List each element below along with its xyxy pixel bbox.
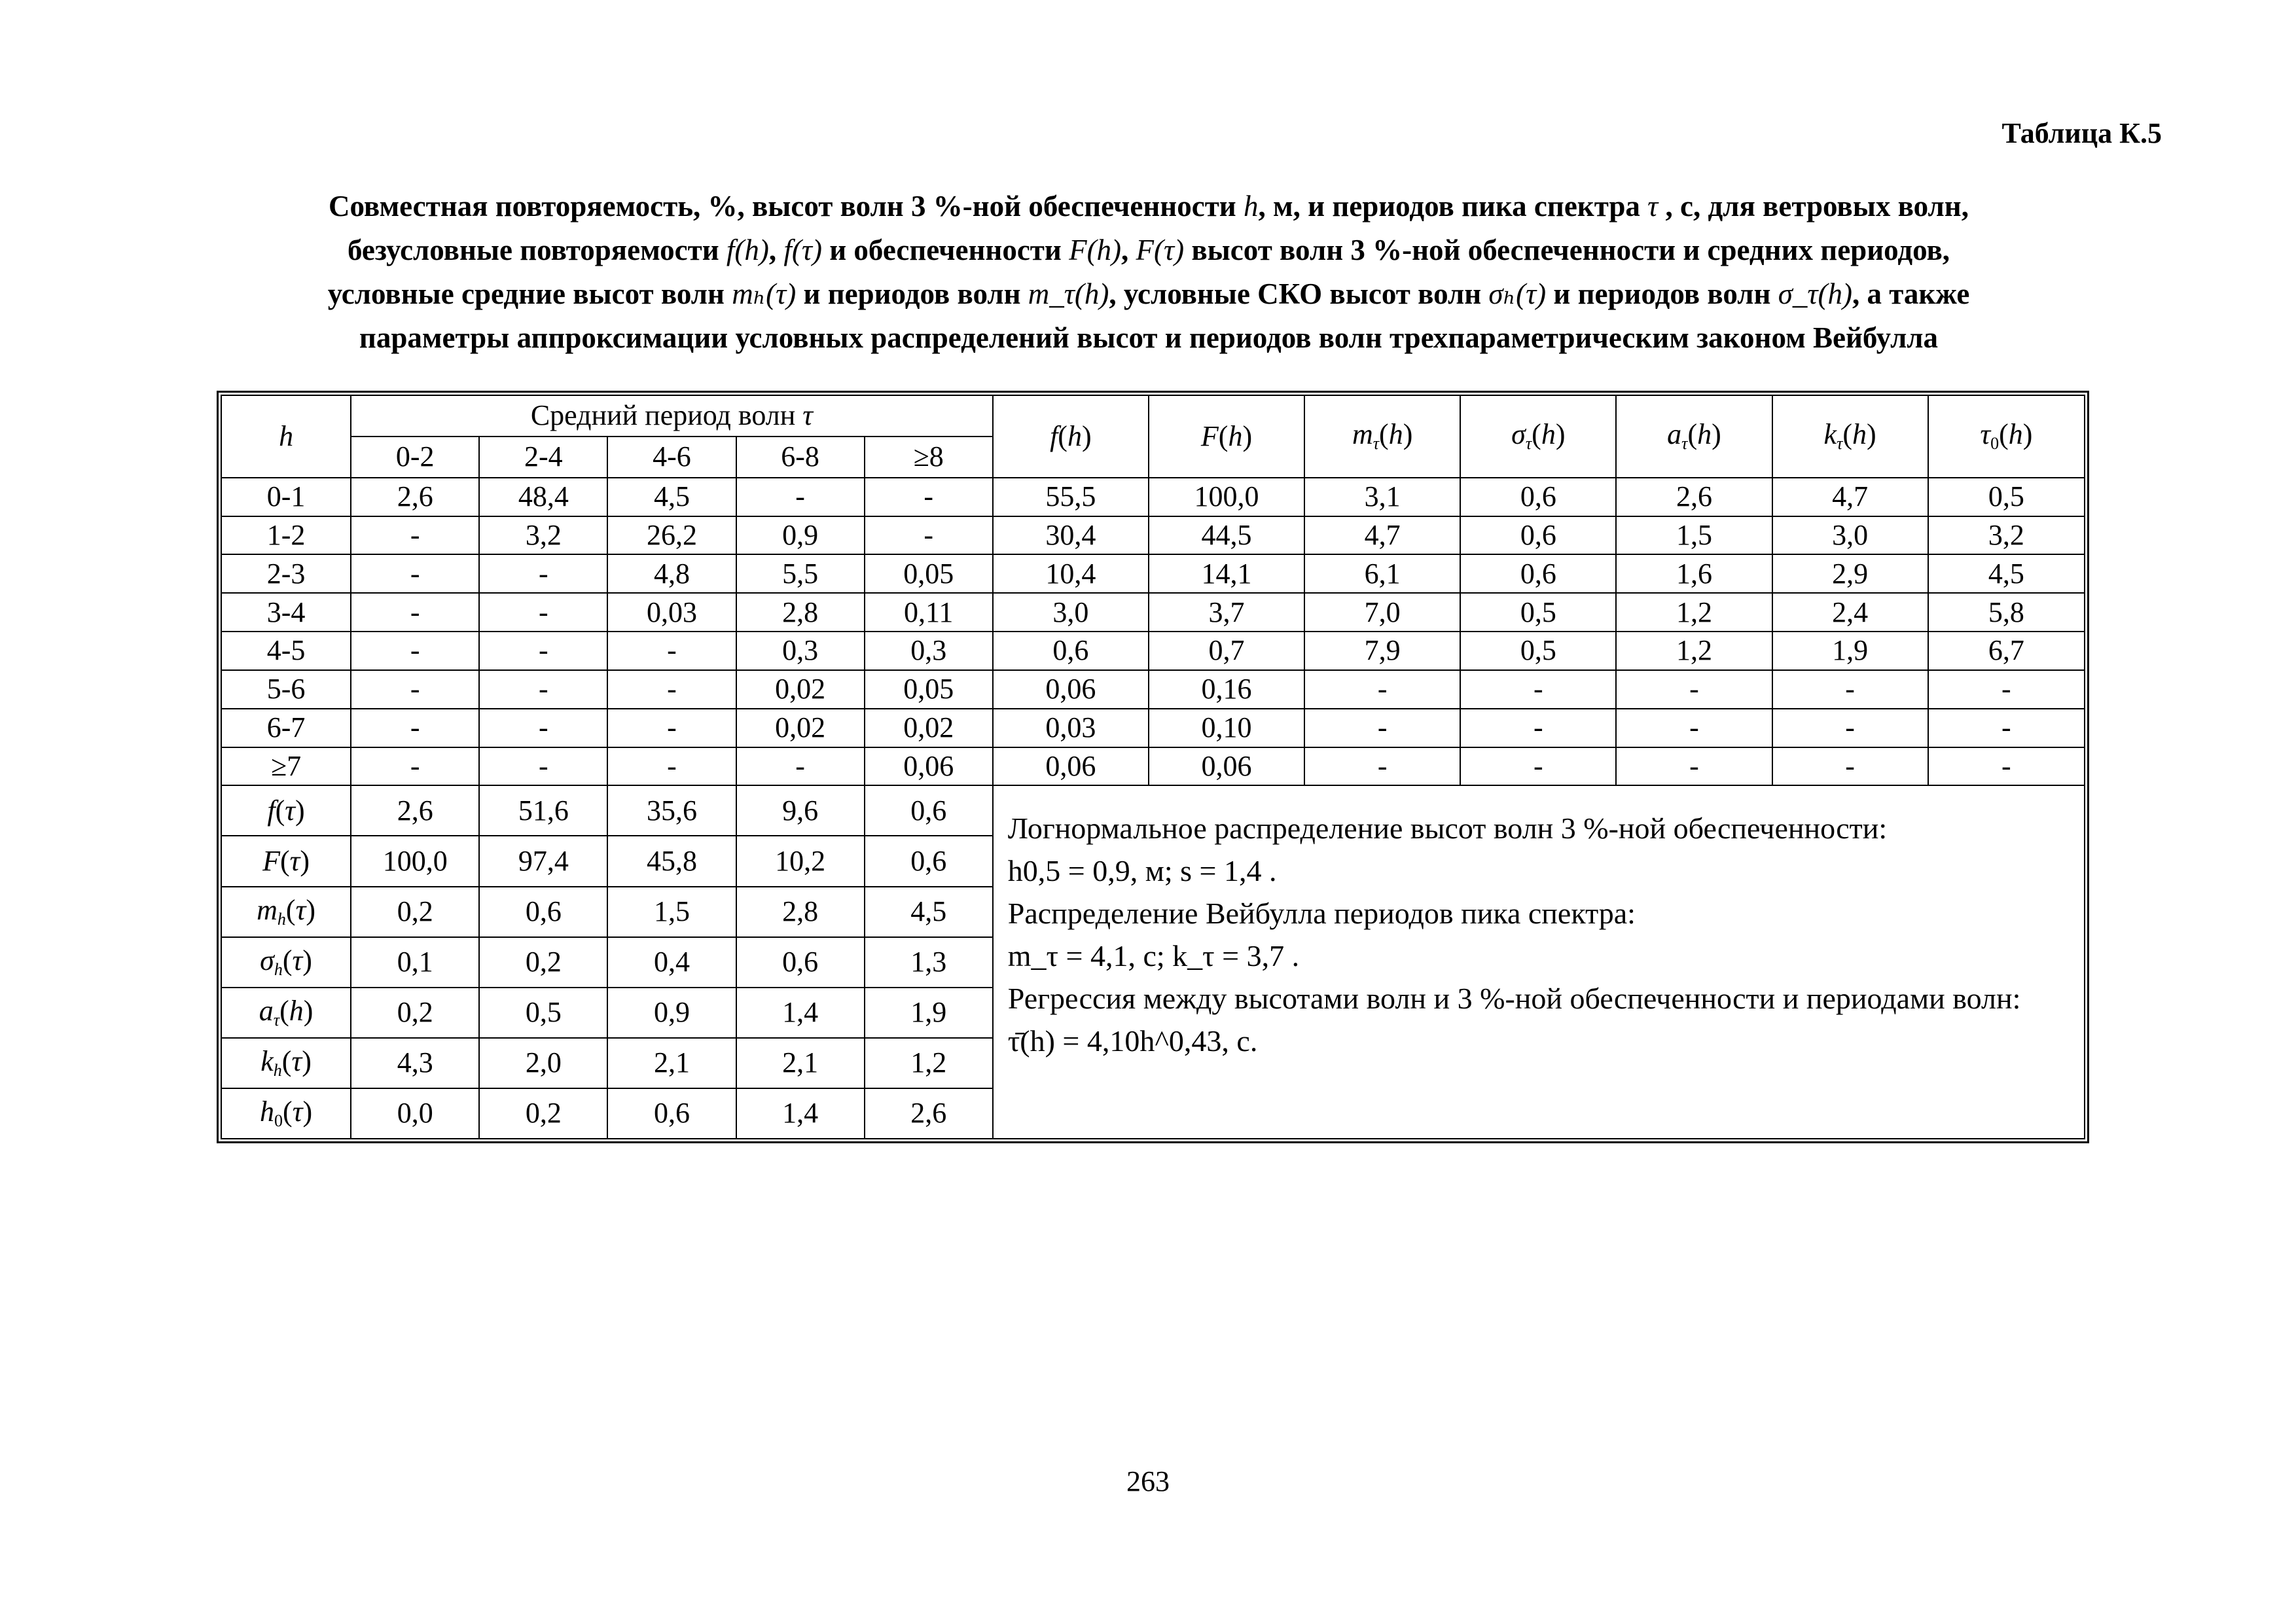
table-cell: 0,3 <box>736 632 865 670</box>
summary-cell: 1,3 <box>865 937 993 988</box>
summary-cell: 2,6 <box>865 1088 993 1139</box>
table-cell: 4,7 <box>1304 516 1460 555</box>
summary-cell: 0,0 <box>351 1088 479 1139</box>
table-cell: 0,16 <box>1149 670 1304 709</box>
period-group-header: Средний период волн τ <box>351 395 993 437</box>
summary-cell: 0,2 <box>479 937 607 988</box>
table-cell: 1,9 <box>1772 632 1928 670</box>
period-column-header: 0-2 <box>351 437 479 478</box>
period-column-header: 2-4 <box>479 437 607 478</box>
table-cell: 0,06 <box>993 747 1149 786</box>
table-cell: - <box>479 670 607 709</box>
table-cell: 44,5 <box>1149 516 1304 555</box>
header-F-h: F(h) <box>1149 395 1304 478</box>
table-cell: - <box>1772 709 1928 747</box>
row-label-h: 1-2 <box>221 516 351 555</box>
table-cell: 48,4 <box>479 478 607 516</box>
weibull-values: m_τ = 4,1, с; k_τ = 3,7 . <box>1007 939 1300 973</box>
summary-cell: 0,1 <box>351 937 479 988</box>
table-cell: 4,8 <box>607 554 736 593</box>
summary-row-label: $h_0(\tau)$ <box>221 1088 351 1139</box>
table-cell: - <box>479 632 607 670</box>
period-column-header: 4-6 <box>607 437 736 478</box>
summary-cell: 35,6 <box>607 785 736 836</box>
table-cell: 0,6 <box>1460 478 1616 516</box>
table-cell: 5,8 <box>1928 593 2085 632</box>
table-cell: - <box>1460 670 1616 709</box>
header-m-tau-h: $m_\tau(h)$ <box>1304 395 1460 478</box>
table-cell: 3,0 <box>1772 516 1928 555</box>
table-cell: 3,7 <box>1149 593 1304 632</box>
table-cell: - <box>1616 670 1772 709</box>
table-cell: 0,02 <box>736 709 865 747</box>
summary-cell: 0,2 <box>479 1088 607 1139</box>
row-label-h: 6-7 <box>221 709 351 747</box>
table-cell: - <box>607 632 736 670</box>
header-a-tau-h: $a_\tau(h)$ <box>1616 395 1772 478</box>
table-cell: 3,1 <box>1304 478 1460 516</box>
summary-cell: 2,1 <box>607 1038 736 1088</box>
table-cell: - <box>351 593 479 632</box>
table-cell: 0,10 <box>1149 709 1304 747</box>
table-cell: - <box>1460 747 1616 786</box>
caption-line-3: условные средние высот волн mₕ(τ) и периодов волн m_τ(h), условные СКО высот волн σₕ(τ) и периодов волн σ_τ(h), а также <box>327 277 1970 310</box>
table-cell: 1,2 <box>1616 632 1772 670</box>
table-cell: 2,6 <box>351 478 479 516</box>
table-cell: 4,7 <box>1772 478 1928 516</box>
header-k-tau-h: $k_\tau(h)$ <box>1772 395 1928 478</box>
row-label-h: 4-5 <box>221 632 351 670</box>
caption-line-2: безусловные повторяемости f(h), f(τ) и обеспеченности F(h), F(τ) высот волн 3 %-ной обеспеченности и средних периодов, <box>347 234 1950 266</box>
table-cell: 0,5 <box>1460 632 1616 670</box>
summary-rows <box>221 785 2085 1139</box>
table-row <box>221 516 2085 555</box>
corner-header-h: h <box>221 395 351 478</box>
summary-cell: 0,6 <box>479 887 607 937</box>
table-cell: 14,1 <box>1149 554 1304 593</box>
table-cell: - <box>865 478 993 516</box>
table-cell: - <box>479 593 607 632</box>
table-cell: 3,2 <box>479 516 607 555</box>
summary-cell: 0,4 <box>607 937 736 988</box>
summary-cell: 97,4 <box>479 836 607 886</box>
row-label-h: 2-3 <box>221 554 351 593</box>
table-cell: - <box>479 554 607 593</box>
regression-title: Регрессия между высотами волн и 3 %-ной обеспеченности и периодами волн: <box>1007 981 2021 1015</box>
table-cell: 0,06 <box>1149 747 1304 786</box>
table-cell: 5,5 <box>736 554 865 593</box>
summary-cell: 4,3 <box>351 1038 479 1088</box>
table-cell: 0,03 <box>993 709 1149 747</box>
table-row <box>221 593 2085 632</box>
summary-row-label: $m_h(\tau)$ <box>221 887 351 937</box>
table-cell: 6,1 <box>1304 554 1460 593</box>
wave-statistics-table <box>221 395 2085 1139</box>
row-label-h: ≥7 <box>221 747 351 786</box>
table-cell: - <box>351 516 479 555</box>
table-cell: 0,05 <box>865 670 993 709</box>
table-cell: - <box>1460 709 1616 747</box>
table-cell: - <box>351 709 479 747</box>
table-cell: 0,9 <box>736 516 865 555</box>
table-cell: 0,03 <box>607 593 736 632</box>
table-cell: - <box>1928 747 2085 786</box>
table-cell: 0,02 <box>865 709 993 747</box>
table-cell: - <box>351 747 479 786</box>
lognormal-values: h0,5 = 0,9, м; s = 1,4 . <box>1007 854 1277 888</box>
summary-cell: 0,2 <box>351 988 479 1038</box>
table-cell: 0,05 <box>865 554 993 593</box>
header-f-h: f(h) <box>993 395 1149 478</box>
summary-cell: 1,2 <box>865 1038 993 1088</box>
table-caption <box>170 185 2127 360</box>
lognormal-title: Логнормальное распределение высот волн 3 %-ной обеспеченности: <box>1007 812 1888 846</box>
header-tau0-h: $\tau_0(h)$ <box>1928 395 2085 478</box>
summary-cell: 51,6 <box>479 785 607 836</box>
period-column-header: 6-8 <box>736 437 865 478</box>
table-cell: 7,0 <box>1304 593 1460 632</box>
table-cell: - <box>479 709 607 747</box>
table-cell: 6,7 <box>1928 632 2085 670</box>
table-cell: 7,9 <box>1304 632 1460 670</box>
summary-cell: 0,6 <box>736 937 865 988</box>
table-cell: - <box>351 554 479 593</box>
summary-cell: 0,2 <box>351 887 479 937</box>
table-cell: - <box>1928 670 2085 709</box>
header-sigma-tau-h: $\sigma_\tau(h)$ <box>1460 395 1616 478</box>
summary-cell: 4,5 <box>865 887 993 937</box>
table-cell: 30,4 <box>993 516 1149 555</box>
table-cell: 26,2 <box>607 516 736 555</box>
row-label-h: 5-6 <box>221 670 351 709</box>
table-cell: - <box>607 670 736 709</box>
table-row <box>221 747 2085 786</box>
row-label-h: 3-4 <box>221 593 351 632</box>
caption-line-4: параметры аппроксимации условных распределений высот и периодов волн трехпараметрическим законом Вейбулла <box>359 321 1939 354</box>
summary-cell: 1,4 <box>736 988 865 1038</box>
summary-cell: 100,0 <box>351 836 479 886</box>
table-cell: 0,3 <box>865 632 993 670</box>
distribution-notes <box>993 785 2085 1139</box>
table-cell: 4,5 <box>1928 554 2085 593</box>
table-cell: - <box>351 632 479 670</box>
table-row <box>221 632 2085 670</box>
summary-cell: 45,8 <box>607 836 736 886</box>
summary-cell: 2,8 <box>736 887 865 937</box>
table-cell: 4,5 <box>607 478 736 516</box>
summary-row-label: F(τ) <box>221 836 351 886</box>
weibull-title: Распределение Вейбулла периодов пика спектра: <box>1007 897 1636 931</box>
table-cell: 0,5 <box>1928 478 2085 516</box>
table-cell: 3,0 <box>993 593 1149 632</box>
table-cell: 0,11 <box>865 593 993 632</box>
table-cell: - <box>736 478 865 516</box>
table-cell: 2,6 <box>1616 478 1772 516</box>
table-cell: 0,6 <box>1460 516 1616 555</box>
row-label-h: 0-1 <box>221 478 351 516</box>
table-cell: 1,6 <box>1616 554 1772 593</box>
table-cell: - <box>1304 709 1460 747</box>
table-cell: 2,8 <box>736 593 865 632</box>
table-cell: - <box>1616 747 1772 786</box>
summary-cell: 0,6 <box>865 785 993 836</box>
table-cell: 0,6 <box>1460 554 1616 593</box>
regression-formula: τ̄(h) = 4,10h^0,43, с. <box>1007 1024 1258 1058</box>
table-row <box>221 554 2085 593</box>
table-cell: - <box>736 747 865 786</box>
table-cell: 0,06 <box>993 670 1149 709</box>
page-number: 263 <box>1126 1465 1170 1497</box>
table-cell: - <box>607 709 736 747</box>
summary-row-label: $\sigma_h(\tau)$ <box>221 937 351 988</box>
summary-cell: 1,4 <box>736 1088 865 1139</box>
table-frame <box>217 391 2089 1143</box>
table-cell: 0,06 <box>865 747 993 786</box>
period-column-header: ≥8 <box>865 437 993 478</box>
table-cell: 2,4 <box>1772 593 1928 632</box>
table-cell: 10,4 <box>993 554 1149 593</box>
table-row <box>221 709 2085 747</box>
summary-row-label: $k_h(\tau)$ <box>221 1038 351 1088</box>
summary-cell: 9,6 <box>736 785 865 836</box>
summary-cell: 0,6 <box>865 836 993 886</box>
summary-cell: 2,0 <box>479 1038 607 1088</box>
table-cell: 2,9 <box>1772 554 1928 593</box>
table-cell: - <box>607 747 736 786</box>
table-row <box>221 478 2085 516</box>
table-cell: - <box>1304 670 1460 709</box>
summary-row-label: $a_\tau(h)$ <box>221 988 351 1038</box>
summary-cell: 0,6 <box>607 1088 736 1139</box>
summary-cell: 2,6 <box>351 785 479 836</box>
summary-cell: 0,9 <box>607 988 736 1038</box>
table-cell: - <box>1772 747 1928 786</box>
table-cell: - <box>351 670 479 709</box>
table-row <box>221 670 2085 709</box>
table-cell: - <box>1772 670 1928 709</box>
table-cell: 0,7 <box>1149 632 1304 670</box>
summary-row <box>221 785 2085 836</box>
table-cell: 0,6 <box>993 632 1149 670</box>
table-cell: 1,2 <box>1616 593 1772 632</box>
table-number: Таблица К.5 <box>2001 117 2162 149</box>
caption-line-1: Совместная повторяемость, %, высот волн 3 %-ной обеспеченности h, м, и периодов пика спектра τ , с, для ветровых волн, <box>329 190 1969 223</box>
table-cell: - <box>1616 709 1772 747</box>
summary-cell: 1,9 <box>865 988 993 1038</box>
table-cell: 0,02 <box>736 670 865 709</box>
summary-cell: 1,5 <box>607 887 736 937</box>
table-cell: - <box>479 747 607 786</box>
table-cell: - <box>1304 747 1460 786</box>
table-cell: - <box>865 516 993 555</box>
table-cell: 100,0 <box>1149 478 1304 516</box>
table-cell: 3,2 <box>1928 516 2085 555</box>
table-cell: 55,5 <box>993 478 1149 516</box>
summary-cell: 2,1 <box>736 1038 865 1088</box>
summary-cell: 0,5 <box>479 988 607 1038</box>
summary-row-label: f(τ) <box>221 785 351 836</box>
summary-cell: 10,2 <box>736 836 865 886</box>
table-cell: 1,5 <box>1616 516 1772 555</box>
table-cell: 0,5 <box>1460 593 1616 632</box>
table-cell: - <box>1928 709 2085 747</box>
data-rows <box>221 478 2085 786</box>
